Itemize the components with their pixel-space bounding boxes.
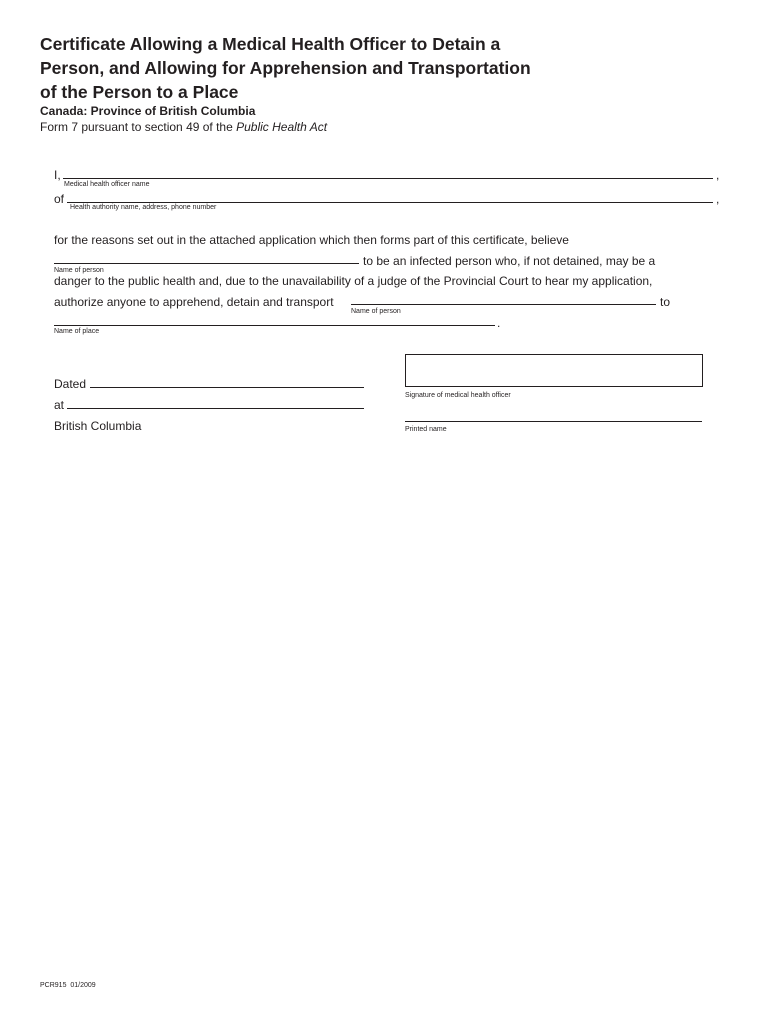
act-name: Public Health Act: [236, 120, 328, 134]
signature-box[interactable]: [405, 354, 703, 387]
person-name-caption-2: Name of person: [351, 308, 401, 315]
location-field[interactable]: [67, 408, 364, 409]
period: .: [497, 316, 501, 330]
health-authority-field[interactable]: [67, 202, 713, 203]
signature-caption: Signature of medical health officer: [405, 392, 511, 399]
person-name-field-1[interactable]: [54, 263, 359, 264]
form-title: [40, 32, 580, 104]
authorize-text: authorize anyone to apprehend, detain and transport: [54, 295, 334, 309]
danger-text: danger to the public health and, due to the unavailability of a judge of the Provincial Court to hear my application,: [54, 274, 653, 288]
title-line-1: Certificate Allowing a Medical Health Officer to Detain a: [40, 34, 501, 54]
dated-field[interactable]: [90, 387, 364, 388]
dated-label: Dated: [54, 377, 87, 391]
i-label: I,: [54, 168, 61, 182]
place-name-caption: Name of place: [54, 328, 100, 335]
title-line-2: Person, and Allowing for Apprehension and Transportation: [40, 58, 531, 78]
comma-1: ,: [716, 168, 720, 182]
printed-name-field[interactable]: [405, 421, 702, 422]
person-name-field-2[interactable]: [351, 304, 656, 305]
title-line-3: of the Person to a Place: [40, 82, 239, 102]
form-reference: [40, 120, 327, 134]
reasons-text: for the reasons set out in the attached application which then forms part of this certificate, believe: [54, 233, 569, 247]
printed-name-caption: Printed name: [405, 426, 447, 433]
jurisdiction: Canada: Province of British Columbia: [40, 104, 256, 118]
comma-2: ,: [716, 192, 720, 206]
person-name-caption-1: Name of person: [54, 267, 104, 274]
infected-text: to be an infected person who, if not detained, may be a: [363, 254, 656, 268]
form-code: PCR915 01/2009: [40, 982, 96, 989]
to-text: to: [660, 295, 671, 309]
of-label: of: [54, 192, 65, 206]
province-label: British Columbia: [54, 419, 142, 433]
at-label: at: [54, 398, 65, 412]
health-authority-caption: Health authority name, address, phone number: [70, 204, 217, 211]
officer-name-caption: Medical health officer name: [64, 181, 150, 188]
place-name-field[interactable]: [54, 325, 495, 326]
form-reference-text: Form 7 pursuant to section 49 of the: [40, 120, 237, 134]
officer-name-field[interactable]: [63, 178, 713, 179]
